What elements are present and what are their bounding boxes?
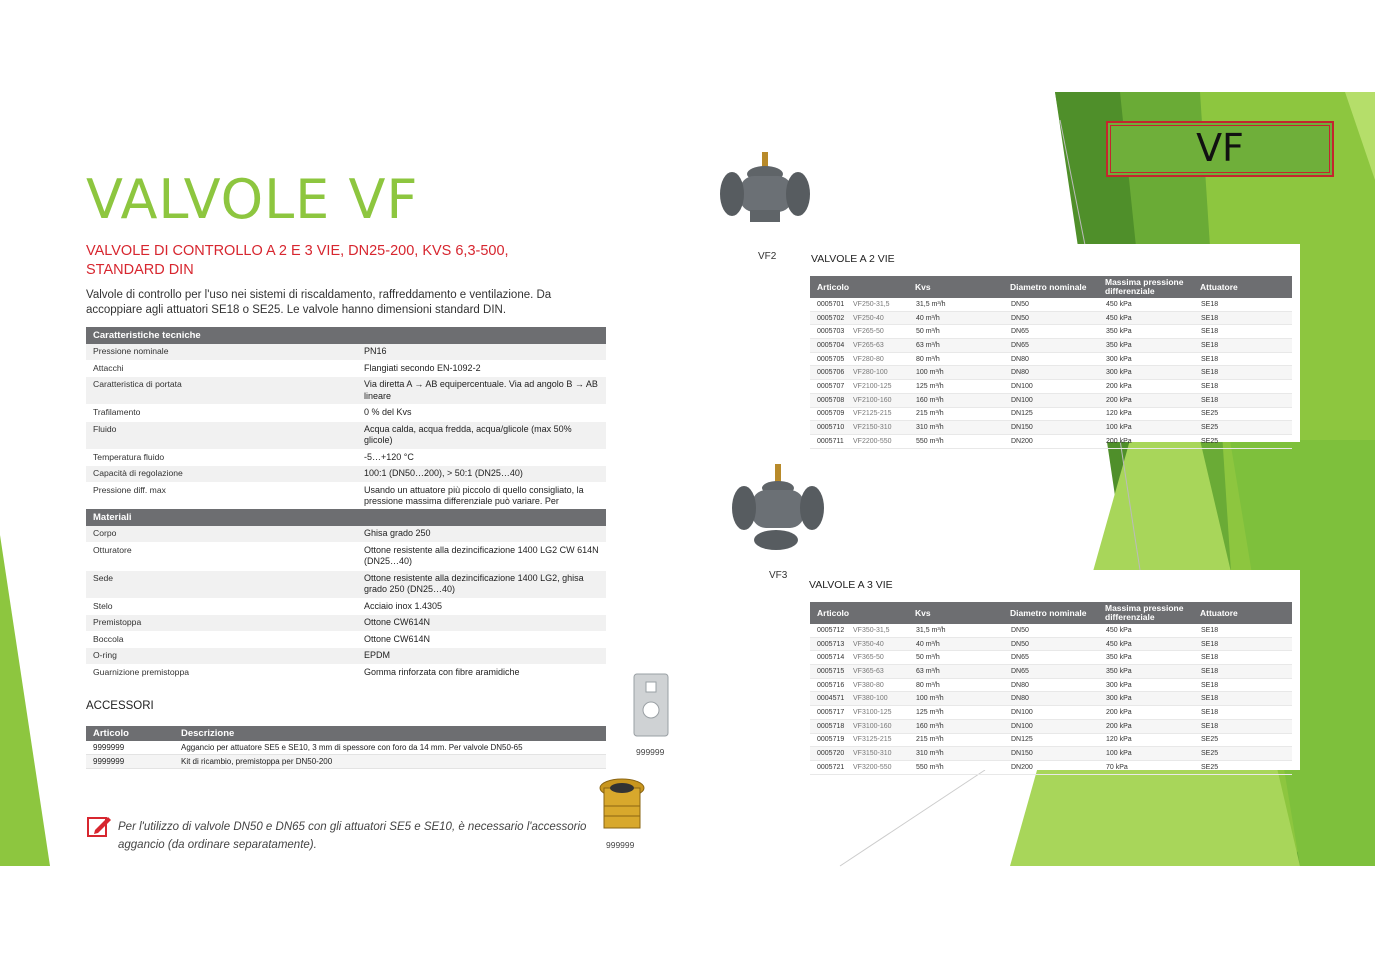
table-cell: 160 m³/h [916, 396, 944, 404]
table-cell: DN80 [1011, 355, 1029, 363]
table-cell: DN65 [1011, 654, 1029, 662]
table-cell: DN125 [1011, 410, 1033, 418]
table-row [810, 734, 1292, 748]
table-cell: 0005706 [817, 369, 845, 377]
table-row [810, 651, 1292, 665]
materials-value: Ottone CW614N [364, 617, 431, 627]
table-cell: 120 kPa [1106, 736, 1132, 744]
page-title: VALVOLE VF [86, 168, 419, 231]
table-cell: 0005705 [817, 355, 845, 363]
table-cell: 0004571 [817, 695, 845, 703]
materials-header: Materiali [86, 509, 606, 526]
table-cell: DN50 [1011, 314, 1029, 322]
table-cell: VF3150-310 [853, 750, 892, 758]
table-cell: 310 m³/h [916, 424, 944, 432]
materials-label: Otturatore [93, 544, 132, 555]
table-cell: 450 kPa [1106, 314, 1132, 322]
table-cell: VF365-50 [853, 654, 884, 662]
table-cell: DN80 [1011, 681, 1029, 689]
table-cell: 50 m³/h [916, 328, 940, 336]
table-cell: SE18 [1201, 300, 1219, 308]
specs-label: Pressione diff. max [93, 484, 166, 495]
table-row [810, 408, 1292, 422]
table-cell: 100 kPa [1106, 750, 1132, 758]
table-cell: VF265-63 [853, 341, 884, 349]
table-cell: 0005720 [817, 750, 845, 758]
table-cell: 40 m³/h [916, 314, 940, 322]
table-cell: SE18 [1201, 640, 1219, 648]
table-cell: VF265-50 [853, 328, 884, 336]
table-row [810, 394, 1292, 408]
vf2-table [810, 276, 1292, 449]
specs-table [86, 327, 606, 534]
table-cell: SE18 [1201, 355, 1219, 363]
materials-label: O-ring [93, 650, 117, 660]
table-cell: 0005714 [817, 654, 845, 662]
table-cell: VF3200-550 [853, 763, 892, 771]
table-cell: 350 kPa [1106, 328, 1132, 336]
table-cell: 100 m³/h [916, 695, 944, 703]
vf2-header-cell: Diametro nominale [1010, 282, 1087, 292]
table-cell: 100 kPa [1106, 424, 1132, 432]
table-cell: 0005715 [817, 667, 845, 675]
table-cell: DN200 [1011, 763, 1033, 771]
table-cell: 120 kPa [1106, 410, 1132, 418]
accessory-description: Kit di ricambio, premistoppa per DN50-200 [181, 757, 333, 766]
specs-value: -5…+120 °C [364, 451, 414, 462]
specs-value: Via diretta A → AB equipercentuale. Via ad angolo B → AB lineare [364, 379, 598, 401]
table-cell: SE25 [1201, 410, 1219, 418]
materials-label: Sede [93, 572, 114, 583]
materials-value: Ottone resistente alla dezincificazione 1400 LG2 CW 614N (DN25…40) [364, 544, 599, 566]
table-cell: 125 m³/h [916, 708, 944, 716]
table-cell: 63 m³/h [916, 341, 940, 349]
table-row [810, 747, 1292, 761]
materials-label: Boccola [93, 633, 124, 644]
materials-label: Corpo [93, 528, 117, 538]
materials-value: EPDM [364, 650, 391, 660]
table-cell: 200 kPa [1106, 396, 1132, 404]
materials-value: Ottone CW614N [364, 633, 431, 644]
table-row [810, 761, 1292, 775]
table-cell: 31,5 m³/h [916, 626, 946, 634]
table-cell: 0005701 [817, 300, 845, 308]
specs-row [86, 466, 606, 483]
specs-value: Flangiati secondo EN-1092-2 [364, 362, 481, 373]
table-cell: 200 kPa [1106, 722, 1132, 730]
materials-row [86, 648, 606, 665]
specs-value: 100:1 (DN50…200), > 50:1 (DN25…40) [364, 468, 523, 478]
gland-kit-label: 999999 [606, 840, 635, 850]
materials-row [86, 665, 606, 682]
table-cell: 350 kPa [1106, 654, 1132, 662]
accessories-table [86, 726, 606, 769]
vf3-header-cell: Attuatore [1200, 608, 1238, 618]
table-row [810, 366, 1292, 380]
table-cell: 450 kPa [1106, 300, 1132, 308]
table-row [810, 298, 1292, 312]
vf3-header-cell: Kvs [915, 608, 931, 618]
table-cell: 200 kPa [1106, 382, 1132, 390]
table-cell: 160 m³/h [916, 722, 944, 730]
table-cell: VF2200-550 [853, 437, 892, 445]
table-cell: DN80 [1011, 695, 1029, 703]
table-cell: SE18 [1201, 667, 1219, 675]
table-cell: SE25 [1201, 750, 1219, 758]
acc-header-descrizione: Descrizione [181, 728, 235, 739]
table-cell: 300 kPa [1106, 681, 1132, 689]
table-cell: 0005712 [817, 626, 845, 634]
table-cell: 450 kPa [1106, 640, 1132, 648]
table-row [810, 720, 1292, 734]
intro-text: Valvole di controllo per l'uso nei sistemi di riscaldamento, raffreddamento e ventilazione. Da accoppiare agli attuatori SE18 o SE25. Le valvole hanno dimensioni standard DIN. [86, 289, 552, 316]
vf3-header-cell: Articolo [817, 608, 850, 618]
table-cell: VF2100-160 [853, 396, 892, 404]
table-cell: 0005708 [817, 396, 845, 404]
table-cell: DN100 [1011, 382, 1033, 390]
table-cell: DN100 [1011, 396, 1033, 404]
vf2-valve-image [718, 150, 814, 230]
table-cell: 0005710 [817, 424, 845, 432]
table-row [810, 325, 1292, 339]
vf2-header-cell: Articolo [817, 282, 850, 292]
table-row [810, 638, 1292, 652]
vf2-header-cell: Attuatore [1200, 282, 1238, 292]
specs-header: Caratteristiche tecniche [86, 327, 606, 344]
table-cell: 50 m³/h [916, 654, 940, 662]
materials-value: Acciaio inox 1.4305 [364, 600, 443, 611]
specs-label: Capacità di regolazione [93, 468, 183, 478]
table-cell: VF2100-125 [853, 382, 892, 390]
table-cell: 0005721 [817, 763, 845, 771]
table-cell: VF250-31,5 [853, 300, 890, 308]
table-cell: VF2125-215 [853, 410, 892, 418]
table-cell: 0005709 [817, 410, 845, 418]
table-cell: DN150 [1011, 424, 1033, 432]
specs-value: 0 % del Kvs [364, 407, 412, 417]
table-cell: 215 m³/h [916, 410, 944, 418]
materials-row [86, 599, 606, 616]
table-cell: 63 m³/h [916, 667, 940, 675]
materials-row [86, 543, 606, 571]
vf-badge [1106, 121, 1334, 177]
table-cell: 0005707 [817, 382, 845, 390]
table-cell: VF3125-215 [853, 736, 892, 744]
vf2-table-body [810, 298, 1292, 449]
accessory-row [86, 741, 606, 755]
specs-label: Pressione nominale [93, 346, 169, 356]
table-cell: DN150 [1011, 750, 1033, 758]
table-row [810, 706, 1292, 720]
vf2-header-cell: Kvs [915, 282, 931, 292]
specs-value: Acqua calda, acqua fredda, acqua/glicole (max 50% glicole) [364, 423, 572, 445]
accessories-title: ACCESSORI [86, 700, 154, 712]
vf2-label: VF2 [758, 251, 777, 262]
materials-value: Ottone resistente alla dezincificazione 1400 LG2, ghisa grado 250 (DN25…40) [364, 572, 584, 594]
table-row [810, 679, 1292, 693]
specs-row [86, 450, 606, 467]
table-cell: SE18 [1201, 396, 1219, 404]
vf3-table-title: VALVOLE A 3 VIE [809, 579, 893, 591]
materials-row [86, 571, 606, 599]
table-cell: SE25 [1201, 437, 1219, 445]
table-cell: SE18 [1201, 328, 1219, 336]
table-cell: 550 m³/h [916, 437, 944, 445]
acc-header-articolo: Articolo [93, 728, 129, 739]
table-row [810, 380, 1292, 394]
table-cell: VF365-63 [853, 667, 884, 675]
vf3-table-body [810, 624, 1292, 775]
table-cell: 0005718 [817, 722, 845, 730]
table-cell: 0005702 [817, 314, 845, 322]
table-cell: VF280-80 [853, 355, 884, 363]
table-cell: 0005719 [817, 736, 845, 744]
table-cell: 70 kPa [1106, 763, 1128, 771]
table-cell: VF380-100 [853, 695, 888, 703]
table-cell: 215 m³/h [916, 736, 944, 744]
table-cell: 125 m³/h [916, 382, 944, 390]
table-cell: SE18 [1201, 314, 1219, 322]
table-row [810, 312, 1292, 326]
table-cell: VF3100-125 [853, 708, 892, 716]
table-cell: DN65 [1011, 328, 1029, 336]
table-cell: 80 m³/h [916, 355, 940, 363]
table-cell: 31,5 m³/h [916, 300, 946, 308]
table-cell: 0005716 [817, 681, 845, 689]
specs-label: Temperatura fluido [93, 451, 165, 462]
specs-row [86, 405, 606, 422]
table-cell: 80 m³/h [916, 681, 940, 689]
table-cell: DN100 [1011, 722, 1033, 730]
table-cell: 0005713 [817, 640, 845, 648]
table-cell: DN200 [1011, 437, 1033, 445]
table-cell: VF350-40 [853, 640, 884, 648]
table-cell: SE25 [1201, 763, 1219, 771]
table-cell: SE18 [1201, 626, 1219, 634]
gland-kit-image [596, 776, 648, 836]
materials-label: Guarnizione premistoppa [93, 666, 190, 677]
table-cell: 0005703 [817, 328, 845, 336]
table-cell: 300 kPa [1106, 369, 1132, 377]
materials-row [86, 632, 606, 649]
table-cell: SE18 [1201, 382, 1219, 390]
vf3-header-cell: Massima pressione differenziale [1105, 603, 1184, 622]
table-cell: VF2150-310 [853, 424, 892, 432]
specs-value: Usando un attuatore più piccolo di quello consigliato, la pressione massima differenziale può variare. Per [364, 484, 584, 506]
table-cell: DN80 [1011, 369, 1029, 377]
table-cell: VF250-40 [853, 314, 884, 322]
table-cell: SE25 [1201, 424, 1219, 432]
edit-note-icon [86, 813, 112, 839]
table-cell: 300 kPa [1106, 695, 1132, 703]
table-cell: VF350-31,5 [853, 626, 890, 634]
materials-label: Premistoppa [93, 617, 142, 627]
materials-value: Ghisa grado 250 [364, 528, 431, 538]
materials-row [86, 526, 606, 543]
specs-value: PN16 [364, 346, 387, 356]
vf3-label: VF3 [769, 570, 788, 581]
accessory-code: 9999999 [93, 743, 125, 752]
table-cell: SE18 [1201, 695, 1219, 703]
table-cell: 550 m³/h [916, 763, 944, 771]
table-cell: 350 kPa [1106, 341, 1132, 349]
note-text: Per l'utilizzo di valvole DN50 e DN65 con gli attuatori SE5 e SE10, è necessario l'accessorio aggancio (da ordinare separatamente). [118, 821, 587, 851]
table-cell: 200 kPa [1106, 437, 1132, 445]
table-cell: 0005717 [817, 708, 845, 716]
vf2-table-header [810, 276, 1292, 298]
bracket-image [630, 672, 674, 740]
table-row [810, 421, 1292, 435]
table-cell: 350 kPa [1106, 667, 1132, 675]
table-cell: SE18 [1201, 722, 1219, 730]
table-cell: DN125 [1011, 736, 1033, 744]
specs-label: Fluido [93, 423, 117, 434]
accessory-row [86, 755, 606, 769]
table-row [810, 353, 1292, 367]
specs-row [86, 344, 606, 361]
specs-label: Attacchi [93, 362, 124, 373]
table-cell: DN100 [1011, 708, 1033, 716]
table-row [810, 665, 1292, 679]
accessory-description: Aggancio per attuatore SE5 e SE10, 3 mm di spessore con foro da 14 mm. Per valvole DN50-65 [181, 743, 523, 752]
specs-label: Caratteristica di portata [93, 379, 182, 389]
specs-row [86, 377, 606, 405]
table-cell: SE18 [1201, 681, 1219, 689]
table-cell: DN65 [1011, 667, 1029, 675]
table-cell: 200 kPa [1106, 708, 1132, 716]
table-cell: DN65 [1011, 341, 1029, 349]
table-cell: DN50 [1011, 300, 1029, 308]
table-row [810, 339, 1292, 353]
table-cell: SE18 [1201, 708, 1219, 716]
vf2-table-title: VALVOLE A 2 VIE [811, 253, 895, 265]
table-cell: VF280-100 [853, 369, 888, 377]
table-cell: 0005711 [817, 437, 844, 445]
table-cell: 300 kPa [1106, 355, 1132, 363]
table-cell: SE25 [1201, 736, 1219, 744]
specs-row [86, 361, 606, 378]
specs-label: Trafilamento [93, 407, 141, 417]
vf3-header-cell: Diametro nominale [1010, 608, 1087, 618]
table-cell: 40 m³/h [916, 640, 940, 648]
table-row [810, 435, 1292, 449]
table-cell: SE18 [1201, 341, 1219, 349]
vf3-valve-image [730, 462, 826, 556]
table-cell: SE18 [1201, 369, 1219, 377]
materials-table [86, 509, 606, 681]
table-cell: DN50 [1011, 626, 1029, 634]
table-cell: 450 kPa [1106, 626, 1132, 634]
materials-label: Stelo [93, 600, 113, 611]
table-row [810, 692, 1292, 706]
table-row [810, 624, 1292, 638]
table-cell: 100 m³/h [916, 369, 944, 377]
vf-badge-label: VF [1196, 126, 1244, 170]
table-cell: 310 m³/h [916, 750, 944, 758]
vf3-table-header [810, 602, 1292, 624]
accessory-code: 9999999 [93, 757, 125, 766]
vf3-table [810, 602, 1292, 775]
page-subtitle: VALVOLE DI CONTROLLO A 2 E 3 VIE, DN25-200, KVS 6,3-500, STANDARD DIN [86, 243, 509, 278]
bracket-label: 999999 [636, 747, 665, 757]
table-cell: 0005704 [817, 341, 845, 349]
materials-row [86, 615, 606, 632]
table-cell: VF3100-160 [853, 722, 892, 730]
table-cell: SE18 [1201, 654, 1219, 662]
materials-value: Gomma rinforzata con fibre aramidiche [364, 666, 520, 677]
table-cell: DN50 [1011, 640, 1029, 648]
specs-row [86, 422, 606, 450]
table-cell: VF380-80 [853, 681, 884, 689]
vf2-header-cell: Massima pressione differenziale [1105, 277, 1184, 296]
